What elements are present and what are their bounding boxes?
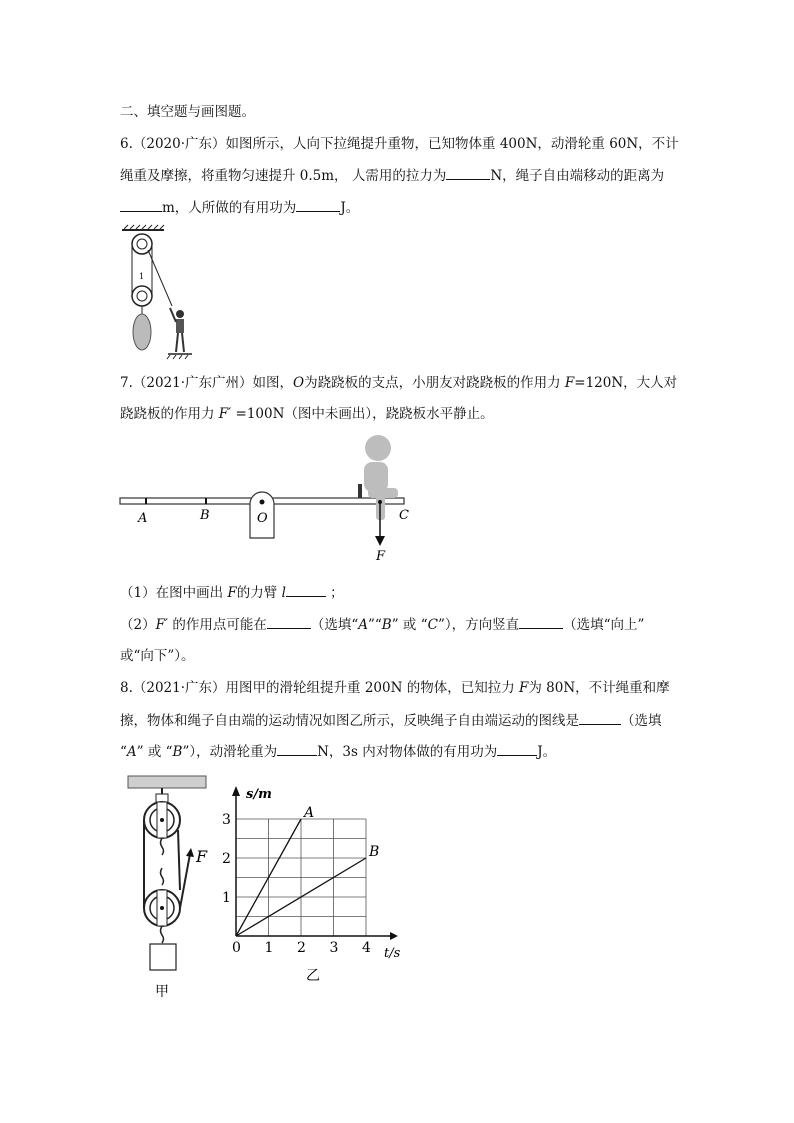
- weight: [133, 314, 151, 350]
- q6-text: 绳重及摩擦，将重物匀速提升 0.5m， 人需用的拉力为: [120, 168, 447, 184]
- q8-fig-yi-chart: [220, 780, 420, 990]
- label-C: C: [399, 508, 409, 523]
- q6-pulley-figure: [118, 224, 198, 360]
- series-label-B: B: [369, 844, 380, 860]
- caption-jia: 甲: [155, 984, 169, 1000]
- y-axis-arrow: [232, 786, 240, 796]
- label-O: O: [257, 511, 268, 526]
- q7-text: ” 或 “: [391, 617, 428, 633]
- q8-var-B: B: [172, 744, 183, 760]
- x-tick-label: 4: [362, 940, 371, 956]
- x-tick-label: 1: [264, 940, 274, 956]
- q7-text: 7.（2021·广东广州）如图，: [120, 375, 294, 391]
- force-label-F: F: [196, 847, 208, 866]
- section-heading: 二、填空题与画图题。: [120, 104, 255, 120]
- q7-var-l: l: [281, 585, 286, 601]
- person-figure: [167, 308, 192, 359]
- q7-var-F: F: [564, 375, 575, 391]
- child-figure: [364, 435, 398, 520]
- x-tick-label: 0: [232, 940, 241, 956]
- load-block: [150, 944, 176, 970]
- q8-line-3: [120, 742, 556, 761]
- q7-sub-2-cont: 或“向下”）。: [120, 648, 195, 664]
- q7-text: 的力臂: [236, 585, 282, 601]
- chart-grid: [236, 819, 366, 936]
- q7-var-F: F: [227, 585, 237, 601]
- y-axis-label: s/m: [246, 787, 272, 802]
- q7-text: （1）在图中画出: [120, 585, 228, 601]
- q7-sub-1: [120, 583, 344, 602]
- q8-fig-jia: [120, 772, 220, 1002]
- label-B: B: [200, 508, 210, 523]
- q7-text: （2）: [120, 617, 156, 633]
- q7-text: ；: [325, 585, 344, 601]
- fixed-pulley: [132, 234, 152, 254]
- q7-sub-2: [120, 615, 644, 634]
- q7-var-B: B: [381, 617, 392, 633]
- q7-seesaw-figure: [116, 432, 416, 572]
- q7-text: （选填“向上”: [563, 617, 645, 633]
- q8-text: J。: [537, 744, 557, 760]
- x-axis-arrow: [390, 932, 398, 940]
- q6-text: N，绳子自由端移动的距离为: [490, 168, 665, 184]
- q8-line-1: [120, 679, 670, 697]
- q7-blank-lever-arm[interactable]: [286, 583, 326, 597]
- q7-line-2: [120, 405, 494, 423]
- q7-var-A: A: [358, 617, 368, 633]
- ceiling: [128, 776, 206, 788]
- q6-line-3: [120, 198, 359, 217]
- q6-text: m，人所做的有用功为: [162, 200, 297, 216]
- q6-blank-distance[interactable]: [120, 198, 162, 212]
- q8-text: 为 80N，不计绳重和摩: [528, 680, 670, 696]
- q7-text: （选填“: [310, 617, 359, 633]
- q8-text: 擦，物体和绳子自由端的运动情况如图乙所示，反映绳子自由端运动的图线是: [120, 713, 579, 729]
- y-tick-label: 3: [222, 812, 231, 828]
- q7-blank-point[interactable]: [267, 615, 311, 629]
- label-F: F: [376, 549, 386, 564]
- q8-var-A: A: [126, 744, 137, 760]
- label-A: A: [138, 511, 148, 526]
- q7-text: =120N，大人对: [574, 375, 678, 391]
- q7-text: =100N（图中未画出），跷跷板水平静止。: [231, 406, 494, 422]
- q8-text: “: [120, 744, 127, 760]
- q8-line-2: [120, 711, 662, 730]
- q6-text: J。: [340, 200, 360, 216]
- movable-pulley: [132, 286, 152, 306]
- q7-line-1: [120, 374, 677, 392]
- x-axis-label: t/s: [384, 946, 401, 961]
- q8-blank-work[interactable]: [497, 742, 537, 756]
- q7-var-F-prime: F′: [218, 406, 232, 422]
- q6-line-2: [120, 166, 664, 185]
- q7-text: 跷跷板的作用力: [120, 406, 219, 422]
- q7-text: ”），方向竖直: [437, 617, 520, 633]
- q7-var-F-prime: F′: [155, 617, 169, 633]
- q7-var-O: O: [293, 375, 305, 391]
- q8-text: （选填: [621, 713, 662, 729]
- q8-text: N，3s 内对物体做的有用功为: [317, 744, 498, 760]
- q6-line-1: 6.（2020·广东）如图所示，人向下拉绳提升重物，已知物体重 400N，动滑轮重 60N，不计: [120, 136, 679, 152]
- q6-blank-work[interactable]: [296, 198, 340, 212]
- q8-var-F: F: [518, 680, 529, 696]
- q7-text: ”“: [367, 617, 382, 633]
- q8-text: ” 或 “: [136, 744, 173, 760]
- caption-yi: 乙: [306, 968, 320, 984]
- y-tick-label: 1: [222, 890, 231, 906]
- q8-blank-line[interactable]: [579, 711, 621, 725]
- q7-text: 的作用点可能在: [168, 617, 267, 633]
- upper-num-label: 1: [139, 272, 145, 281]
- x-tick-label: 3: [329, 940, 339, 956]
- q8-blank-pulley-weight[interactable]: [277, 742, 317, 756]
- y-tick-label: 2: [222, 851, 231, 867]
- q7-text: 为跷跷板的支点，小朋友对跷跷板的作用力: [304, 375, 565, 391]
- free-end-rope: [180, 854, 190, 908]
- q7-var-C: C: [427, 617, 438, 633]
- q7-blank-direction[interactable]: [519, 615, 563, 629]
- q8-text: ”），动滑轮重为: [182, 744, 278, 760]
- q8-text: 8.（2021·广东）用图甲的滑轮组提升重 200N 的物体，已知拉力: [120, 680, 519, 696]
- ceiling-hatch: [122, 225, 164, 230]
- x-tick-label: 2: [297, 940, 306, 956]
- q6-blank-force[interactable]: [446, 166, 490, 180]
- series-label-A: A: [304, 805, 315, 821]
